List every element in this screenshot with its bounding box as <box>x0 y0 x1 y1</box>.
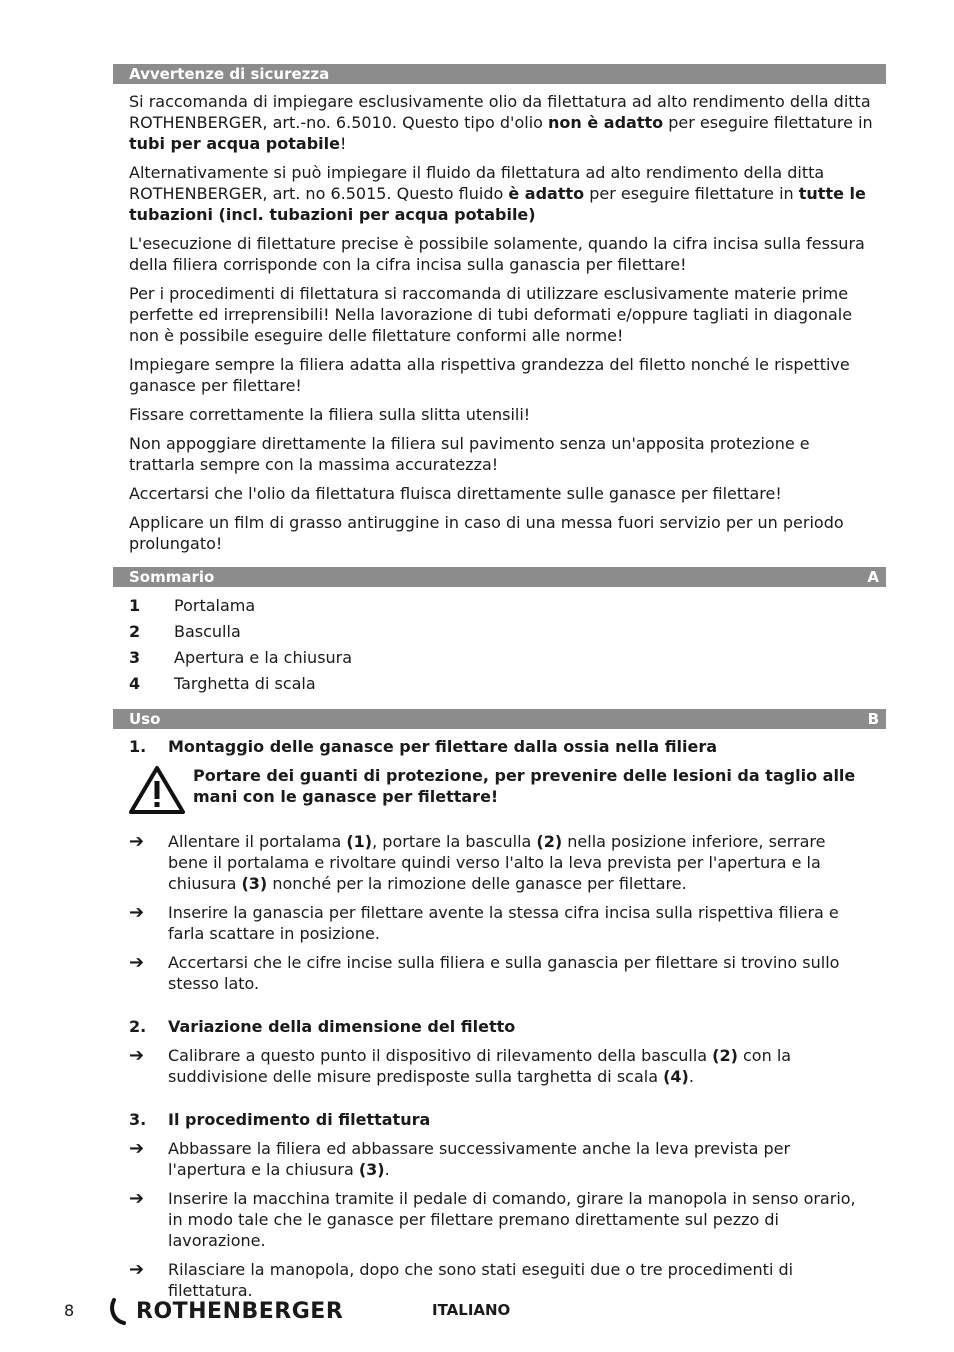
instruction-item: ➔ Inserire la ganascia per filettare avente la stessa cifra incisa sulla rispettiva filiera e farla scattare in posizione. <box>129 902 839 943</box>
arrow-right-icon: ➔ <box>129 1138 145 1159</box>
section-bar-safety <box>113 64 886 84</box>
warning-triangle-icon <box>129 765 185 815</box>
safety-paragraph: L'esecuzione di filettature precise è possibile solamente, quando la cifra incisa sulla fessura della filiera corrisponde con la cifra incisa sulla ganascia per filettare! <box>129 234 865 274</box>
section-title: Sommario <box>129 568 215 586</box>
instruction-item: ➔ Rilasciare la manopola, dopo che sono stati eseguiti due o tre procedimenti di filettatura. <box>129 1259 794 1300</box>
instruction-item: ➔ Inserire la macchina tramite il pedale di comando, girare la manopola in senso orario, in modo tale che le ganasce per filettare premano direttamente sul pezzo di lavorazione. <box>129 1188 856 1250</box>
safety-paragraph: Non appoggiare direttamente la filiera sul pavimento senza un'apposita protezione e trattarla sempre con la massima accuratezza! <box>129 434 810 474</box>
list-item: 2 Basculla <box>129 622 241 641</box>
safety-paragraph: Si raccomanda di impiegare esclusivamente olio da filettatura ad alto rendimento della ditta ROTHENBERGER, art.-no. 6.5010. Questo tipo d'olio non è adatto per eseguire filettature in tubi per acqua potabile! <box>129 92 873 153</box>
step-heading: 3. Il procedimento di filettatura <box>129 1110 431 1129</box>
section-bar-use <box>113 709 886 729</box>
warning-box <box>129 765 886 815</box>
safety-paragraph: Impiegare sempre la filiera adatta alla rispettiva grandezza del filetto nonché le rispettive ganasce per filettare! <box>129 355 850 395</box>
page-number: 8 <box>64 1301 75 1320</box>
instruction-item: ➔ Accertarsi che le cifre incise sulla filiera e sulla ganascia per filettare si trovino sullo stesso lato. <box>129 952 840 993</box>
safety-paragraph: Per i procedimenti di filettatura si raccomanda di utilizzare esclusivamente materie prime perfette ed irreprensibili! Nella lavorazione di tubi deformati e/oppure tagliati in diagonale non è possibile eseguire delle filettature conformi alle norme! <box>129 284 853 345</box>
brand-logo <box>108 1296 343 1326</box>
instruction-item: ➔ Calibrare a questo punto il dispositivo di rilevamento della basculla (2) con la suddivisione delle misure predisposte sulla targhetta di scala (4). <box>129 1045 792 1086</box>
warning-text: Portare dei guanti di protezione, per prevenire delle lesioni da taglio alle mani con le ganasce per filettare! <box>193 766 856 806</box>
instruction-item: ➔ Allentare il portalama (1), portare la basculla (2) nella posizione inferiore, serrare bene il portalama e rivoltare quindi verso l'alto la leva prevista per l'apertura e la chiusura (3) nonché per la rimozione delle ganasce per filettare. <box>129 831 826 893</box>
arrow-right-icon: ➔ <box>129 1045 145 1066</box>
instruction-item: ➔ Abbassare la filiera ed abbassare successivamente anche la leva prevista per l'apertura e la chiusura (3). <box>129 1138 791 1179</box>
section-letter: B <box>867 710 879 728</box>
brand-name: ROTHENBERGER <box>136 1298 344 1324</box>
arrow-right-icon: ➔ <box>129 1188 145 1209</box>
arrow-right-icon: ➔ <box>129 831 145 852</box>
safety-paragraph: Fissare correttamente la filiera sulla slitta utensili! <box>129 405 531 424</box>
safety-paragraph: Accertarsi che l'olio da filettatura fluisca direttamente sulle ganasce per filettare! <box>129 484 782 503</box>
arrow-right-icon: ➔ <box>129 952 145 973</box>
arrow-right-icon: ➔ <box>129 1259 145 1280</box>
summary-list <box>129 593 886 697</box>
section-letter: A <box>867 568 879 586</box>
page-footer <box>64 1296 884 1336</box>
section-title: Avvertenze di sicurezza <box>129 65 330 83</box>
list-item: 3 Apertura e la chiusura <box>129 648 353 667</box>
page-content <box>113 64 886 1301</box>
language-label: ITALIANO <box>432 1301 511 1319</box>
brand-swoosh-icon <box>108 1296 138 1326</box>
step-heading: 1. Montaggio delle ganasce per filettare dalla ossia nella filiera <box>129 737 718 756</box>
safety-paragraph: Alternativamente si può impiegare il fluido da filettatura ad alto rendimento della ditta ROTHENBERGER, art. no 6.5015. Questo fluido è adatto per eseguire filettature in tutte le tubazioni (incl. tubazioni per acqua potabile) <box>129 163 866 224</box>
list-item: 1 Portalama <box>129 596 256 615</box>
section-title: Uso <box>129 710 161 728</box>
step-heading: 2. Variazione della dimensione del filetto <box>129 1017 516 1036</box>
safety-paragraph: Applicare un film di grasso antiruggine in caso di una messa fuori servizio per un periodo prolungato! <box>129 513 844 553</box>
list-item: 4 Targhetta di scala <box>129 674 316 693</box>
arrow-right-icon: ➔ <box>129 902 145 923</box>
section-bar-summary <box>113 567 886 587</box>
